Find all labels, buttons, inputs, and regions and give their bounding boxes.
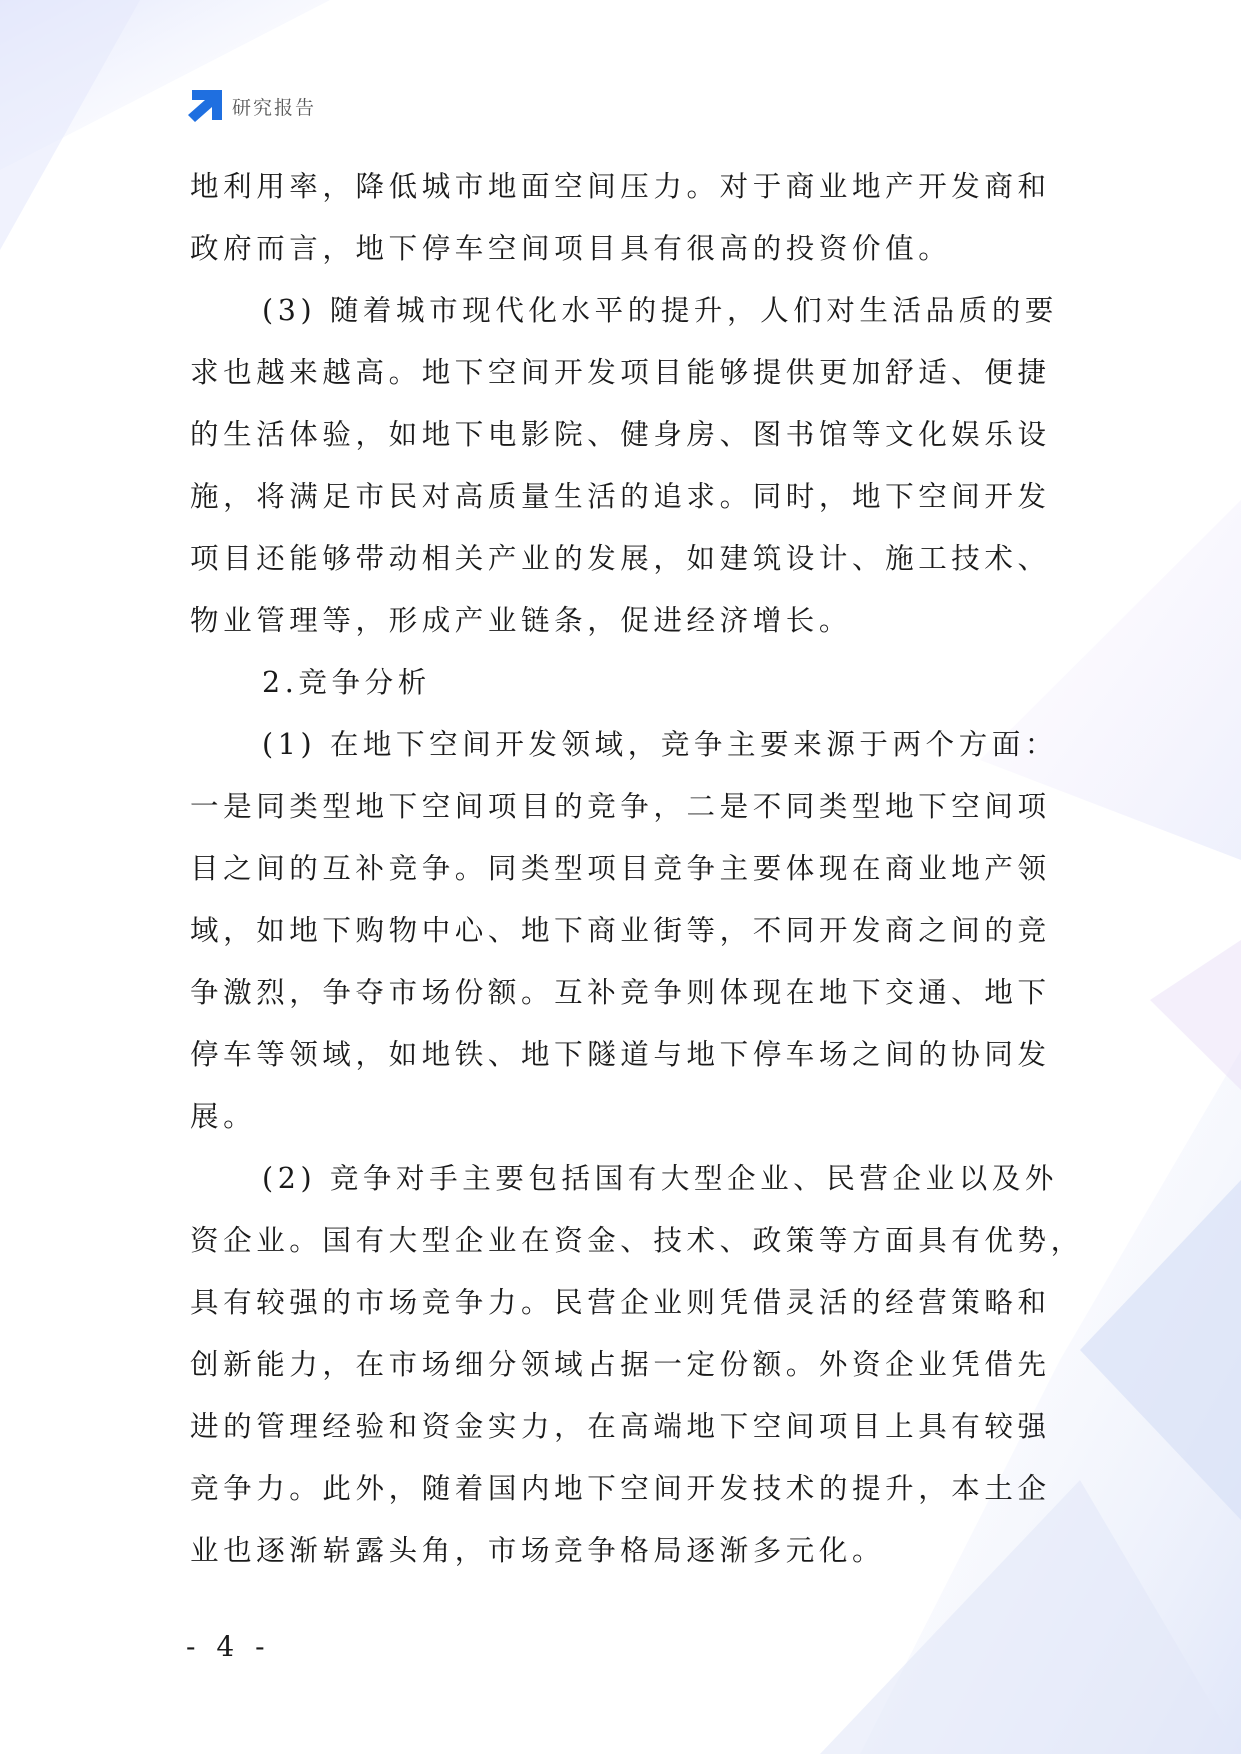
text-line: 进的管理经验和资金实力，在高端地下空间项目上具有较强 bbox=[190, 1410, 1051, 1443]
text-line: 争激烈，争夺市场份额。互补竞争则体现在地下交通、地下 bbox=[190, 976, 1051, 1009]
text-line: 具有较强的市场竞争力。民营企业则凭借灵活的经营策略和 bbox=[190, 1286, 1051, 1319]
body-text bbox=[190, 156, 1084, 1582]
text-line: 停车等领域，如地铁、地下隧道与地下停车场之间的协同发 bbox=[190, 1038, 1051, 1071]
arrow-logo-icon bbox=[188, 90, 222, 122]
text-line: 竞争力。此外，随着国内地下空间开发技术的提升，本土企 bbox=[190, 1472, 1051, 1505]
text-line: 业也逐渐崭露头角，市场竞争格局逐渐多元化。 bbox=[190, 1534, 886, 1567]
text-line: 项目还能够带动相关产业的发展，如建筑设计、施工技术、 bbox=[190, 542, 1051, 575]
text-line: 目之间的互补竞争。同类型项目竞争主要体现在商业地产领 bbox=[190, 852, 1051, 885]
text-line: 施，将满足市民对高质量生活的追求。同时，地下空间开发 bbox=[190, 480, 1051, 513]
text-line: 一是同类型地下空间项目的竞争，二是不同类型地下空间项 bbox=[190, 790, 1051, 823]
text-line: 2.竞争分析 bbox=[262, 666, 431, 699]
text-line: (3) 随着城市现代化水平的提升，人们对生活品质的要 bbox=[262, 294, 1059, 327]
text-line: 物业管理等，形成产业链条，促进经济增长。 bbox=[190, 604, 853, 637]
header-title: 研究报告 bbox=[232, 96, 317, 119]
text-line: 的生活体验，如地下电影院、健身房、图书馆等文化娱乐设 bbox=[190, 418, 1051, 451]
text-line: 域，如地下购物中心、地下商业街等，不同开发商之间的竞 bbox=[190, 914, 1051, 947]
text-line: 求也越来越高。地下空间开发项目能够提供更加舒适、便捷 bbox=[190, 356, 1051, 389]
page-number: - 4 - bbox=[186, 1630, 271, 1663]
text-line: 政府而言，地下停车空间项目具有很高的投资价值。 bbox=[190, 232, 952, 265]
text-line: (1) 在地下空间开发领域，竞争主要来源于两个方面： bbox=[262, 728, 1059, 761]
text-line: 展。 bbox=[190, 1100, 257, 1133]
report-header bbox=[188, 90, 316, 122]
text-line: (2) 竞争对手主要包括国有大型企业、民营企业以及外 bbox=[262, 1162, 1059, 1195]
text-line: 创新能力，在市场细分领域占据一定份额。外资企业凭借先 bbox=[190, 1348, 1051, 1381]
text-line: 资企业。国有大型企业在资金、技术、政策等方面具有优势， bbox=[190, 1224, 1084, 1257]
text-line: 地利用率，降低城市地面空间压力。对于商业地产开发商和 bbox=[190, 170, 1051, 203]
